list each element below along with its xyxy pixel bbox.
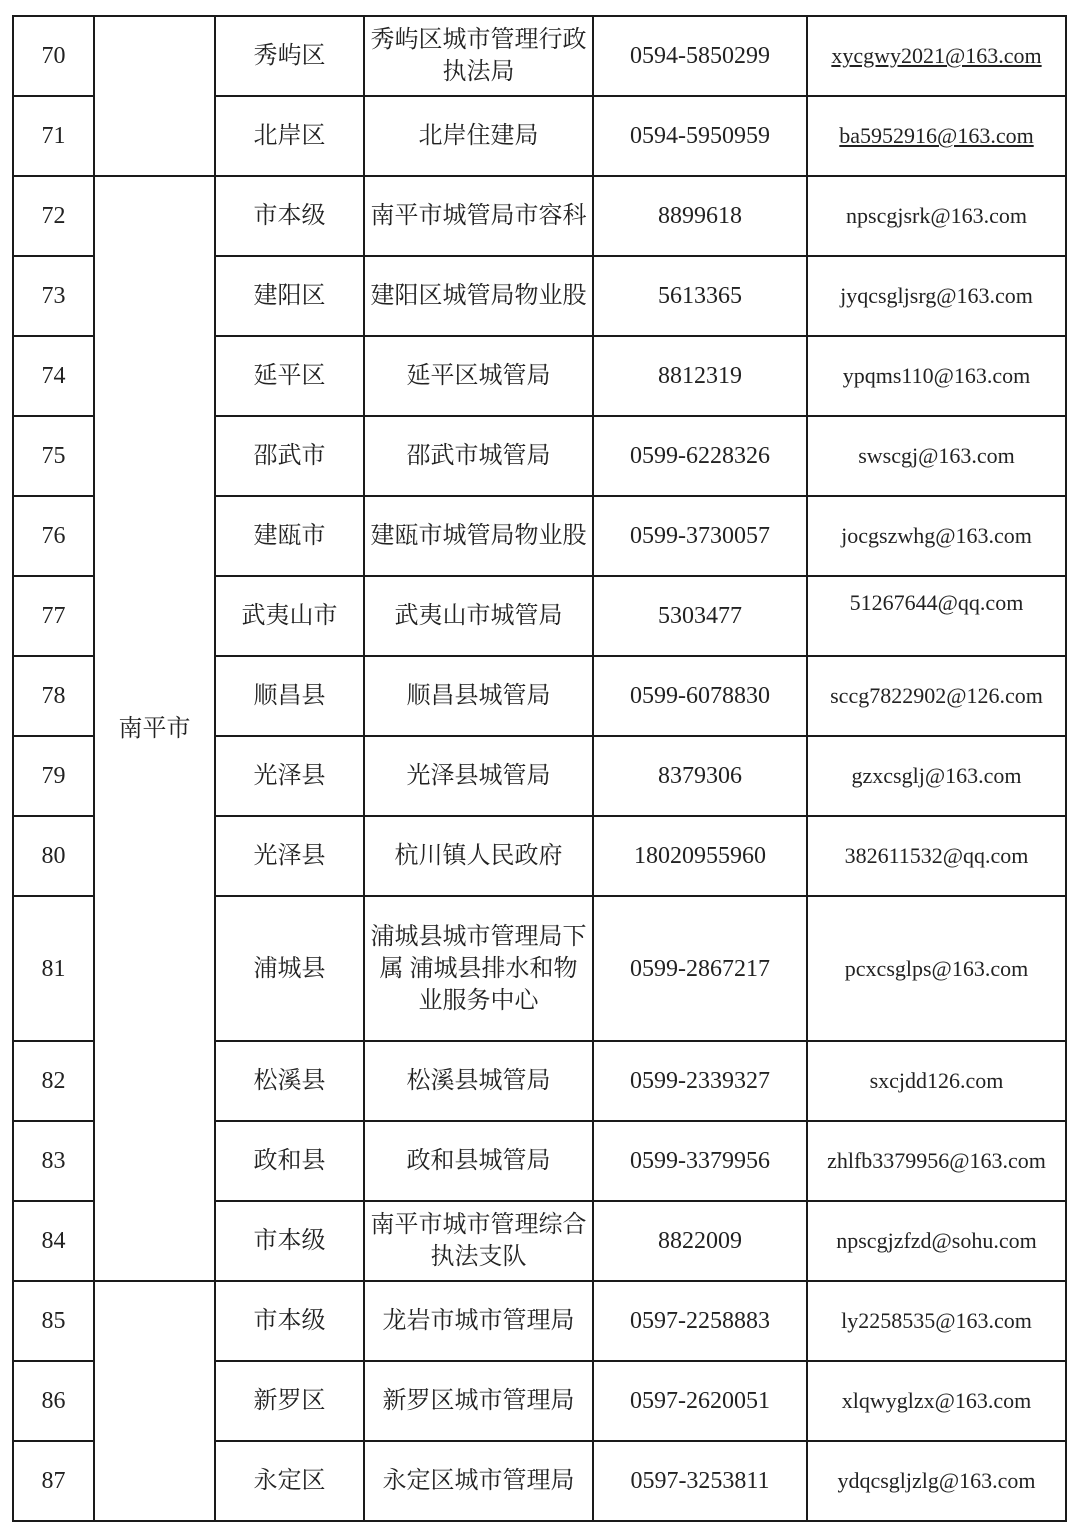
district-text: 秀屿区 [253, 43, 326, 69]
email-text: npscgjsrk@163.com [846, 203, 1027, 228]
row-number [13, 1441, 94, 1521]
district [215, 576, 364, 656]
email-text: ydqcsgljzlg@163.com [837, 1468, 1036, 1493]
row-number [13, 576, 94, 656]
district-text: 北岸区 [253, 123, 326, 149]
row-number-text: 71 [41, 123, 66, 149]
phone [593, 16, 807, 96]
organization [364, 736, 593, 816]
row-number-text: 76 [41, 523, 66, 549]
phone-text: 8822009 [658, 1228, 742, 1254]
email [807, 656, 1066, 736]
phone [593, 336, 807, 416]
row-number [13, 336, 94, 416]
organization-text: 龙岩市城市管理局 [382, 1308, 575, 1334]
row-number-text: 83 [41, 1148, 66, 1174]
phone [593, 1441, 807, 1521]
email-text: gzxcsglj@163.com [851, 763, 1022, 788]
organization [364, 656, 593, 736]
email-text: jocgszwhg@163.com [841, 523, 1032, 548]
phone [593, 1121, 807, 1201]
district-text: 顺昌县 [253, 683, 326, 709]
organization-text: 永定区城市管理局 [382, 1468, 575, 1494]
organization [364, 896, 593, 1041]
organization [364, 1041, 593, 1121]
district [215, 496, 364, 576]
organization-text: 新罗区城市管理局 [382, 1388, 575, 1414]
phone-text: 8899618 [658, 203, 742, 229]
organization [364, 1121, 593, 1201]
organization [364, 336, 593, 416]
row-number-text: 72 [41, 203, 66, 229]
row-number [13, 176, 94, 256]
district-text: 武夷山市 [241, 603, 338, 629]
district [215, 1361, 364, 1441]
district [215, 1121, 364, 1201]
phone-text: 0597-2620051 [630, 1388, 770, 1414]
email [807, 256, 1066, 336]
email-text: 382611532@qq.com [844, 843, 1029, 868]
row-number [13, 736, 94, 816]
email-text: npscgjzfzd@sohu.com [836, 1228, 1037, 1253]
phone [593, 896, 807, 1041]
district [215, 1041, 364, 1121]
district [215, 816, 364, 896]
email-text: ypqms110@163.com [842, 363, 1031, 388]
phone-text: 18020955960 [634, 843, 766, 869]
phone-text: 0599-3379956 [630, 1148, 770, 1174]
email-text: swscgj@163.com [858, 443, 1015, 468]
row-number [13, 656, 94, 736]
email [807, 1201, 1066, 1281]
district-text: 浦城县 [253, 955, 326, 982]
district-text: 松溪县 [253, 1068, 326, 1094]
phone [593, 736, 807, 816]
row-number [13, 816, 94, 896]
organization [364, 1361, 593, 1441]
phone [593, 256, 807, 336]
email [807, 736, 1066, 816]
row-number-text: 86 [41, 1388, 66, 1414]
email-text: zhlfb3379956@163.com [827, 1148, 1046, 1173]
district [215, 1281, 364, 1361]
row-number [13, 416, 94, 496]
district-text: 光泽县 [253, 843, 326, 869]
email [807, 816, 1066, 896]
row-number [13, 1121, 94, 1201]
row-number-text: 77 [41, 603, 66, 629]
organization [364, 416, 593, 496]
district-text: 政和县 [253, 1148, 326, 1174]
phone-text: 0594-5950959 [630, 123, 770, 149]
email [807, 496, 1066, 576]
district-text: 永定区 [253, 1468, 326, 1494]
district [215, 16, 364, 96]
district-text: 新罗区 [253, 1388, 326, 1414]
phone-text: 8812319 [658, 363, 742, 389]
organization [364, 816, 593, 896]
organization [364, 96, 593, 176]
email[interactable] [807, 96, 1066, 176]
phone [593, 96, 807, 176]
organization-text: 南平市城管局市容科 [370, 203, 587, 229]
row-number [13, 496, 94, 576]
row-number-text: 85 [41, 1308, 66, 1334]
phone-text: 0597-2258883 [630, 1308, 770, 1334]
organization-text: 建阳区城管局物业股 [370, 283, 587, 309]
phone [593, 1281, 807, 1361]
row-number [13, 1281, 94, 1361]
organization [364, 1201, 593, 1281]
organization-text: 秀屿区城市管理行政执法局 [370, 27, 587, 85]
phone [593, 816, 807, 896]
organization-text: 顺昌县城管局 [406, 683, 551, 709]
phone [593, 1041, 807, 1121]
city-cell [94, 176, 215, 1281]
organization-text: 邵武市城管局 [406, 443, 551, 469]
organization-text: 松溪县城管局 [406, 1068, 551, 1094]
district-text: 光泽县 [253, 763, 326, 789]
district [215, 736, 364, 816]
email [807, 1281, 1066, 1361]
email [807, 1041, 1066, 1121]
phone [593, 576, 807, 656]
row-number-text: 87 [41, 1468, 66, 1494]
organization-text: 延平区城管局 [406, 363, 551, 389]
phone [593, 176, 807, 256]
district [215, 656, 364, 736]
table-row [13, 1281, 1066, 1361]
phone-text: 8379306 [658, 763, 742, 789]
email [807, 416, 1066, 496]
district-text: 延平区 [253, 363, 326, 389]
email [807, 576, 1066, 656]
district [215, 176, 364, 256]
email [807, 176, 1066, 256]
contact-table [12, 15, 1067, 1522]
email-text: 51267644@qq.com [849, 590, 1024, 615]
district-text: 市本级 [253, 203, 326, 229]
organization [364, 576, 593, 656]
district [215, 896, 364, 1041]
organization-text: 光泽县城管局 [406, 763, 551, 789]
organization-text: 武夷山市城管局 [394, 603, 563, 629]
email-text: ba5952916@163.com [839, 123, 1034, 148]
email-text: pcxcsglps@163.com [844, 955, 1029, 981]
row-number [13, 1041, 94, 1121]
email-text: ly2258535@163.com [841, 1308, 1032, 1333]
email-text: jyqcsgljsrg@163.com [840, 283, 1033, 308]
row-number [13, 1201, 94, 1281]
row-number [13, 896, 94, 1041]
row-number-text: 78 [41, 683, 66, 709]
email [807, 1121, 1066, 1201]
row-number [13, 16, 94, 96]
phone-text: 0599-6078830 [630, 683, 770, 709]
district [215, 416, 364, 496]
organization [364, 16, 593, 96]
organization-text: 北岸住建局 [418, 123, 539, 149]
organization [364, 176, 593, 256]
phone [593, 416, 807, 496]
city-cell [94, 16, 215, 176]
email [807, 896, 1066, 1041]
phone-text: 5613365 [658, 283, 742, 309]
row-number [13, 256, 94, 336]
table-row [13, 176, 1066, 256]
organization-text: 政和县城管局 [406, 1148, 551, 1174]
organization [364, 1441, 593, 1521]
email [807, 1361, 1066, 1441]
phone [593, 1201, 807, 1281]
phone-text: 0599-6228326 [630, 443, 770, 469]
district [215, 1201, 364, 1281]
district-text: 市本级 [253, 1308, 326, 1334]
city-cell-text: 南平市 [118, 715, 191, 742]
district-text: 市本级 [253, 1228, 326, 1254]
email[interactable] [807, 16, 1066, 96]
email-text: xlqwyglzx@163.com [841, 1388, 1032, 1413]
phone [593, 496, 807, 576]
district [215, 96, 364, 176]
district-text: 邵武市 [253, 443, 326, 469]
phone-text: 0599-2867217 [630, 955, 770, 982]
phone-text: 0599-2339327 [630, 1068, 770, 1094]
district-text: 建瓯市 [253, 523, 326, 549]
phone-text: 0597-3253811 [630, 1468, 770, 1494]
row-number-text: 75 [41, 443, 66, 469]
organization-text: 浦城县城市管理局下属 浦城县排水和物业服务中心 [370, 923, 587, 1014]
row-number-text: 81 [41, 955, 66, 982]
email-text: sccg7822902@126.com [830, 683, 1043, 708]
organization [364, 496, 593, 576]
phone [593, 656, 807, 736]
row-number [13, 96, 94, 176]
phone-text: 0594-5850299 [630, 43, 770, 69]
district [215, 1441, 364, 1521]
phone-text: 0599-3730057 [630, 523, 770, 549]
organization-text: 南平市城市管理综合执法支队 [370, 1212, 587, 1270]
row-number-text: 73 [41, 283, 66, 309]
organization-text: 建瓯市城管局物业股 [370, 523, 587, 549]
organization [364, 256, 593, 336]
row-number-text: 80 [41, 843, 66, 869]
email-text: sxcjdd126.com [869, 1068, 1004, 1093]
organization-text: 杭川镇人民政府 [394, 843, 563, 869]
organization [364, 1281, 593, 1361]
row-number [13, 1361, 94, 1441]
row-number-text: 70 [41, 43, 66, 69]
row-number-text: 79 [41, 763, 66, 789]
row-number-text: 74 [41, 363, 66, 389]
district-text: 建阳区 [253, 283, 326, 309]
district [215, 336, 364, 416]
phone-text: 5303477 [658, 603, 742, 629]
email-text: xycgwy2021@163.com [831, 43, 1042, 68]
table-row [13, 16, 1066, 96]
row-number-text: 82 [41, 1068, 66, 1094]
phone [593, 1361, 807, 1441]
email [807, 1441, 1066, 1521]
city-cell [94, 1281, 215, 1521]
district [215, 256, 364, 336]
row-number-text: 84 [41, 1228, 66, 1254]
email [807, 336, 1066, 416]
